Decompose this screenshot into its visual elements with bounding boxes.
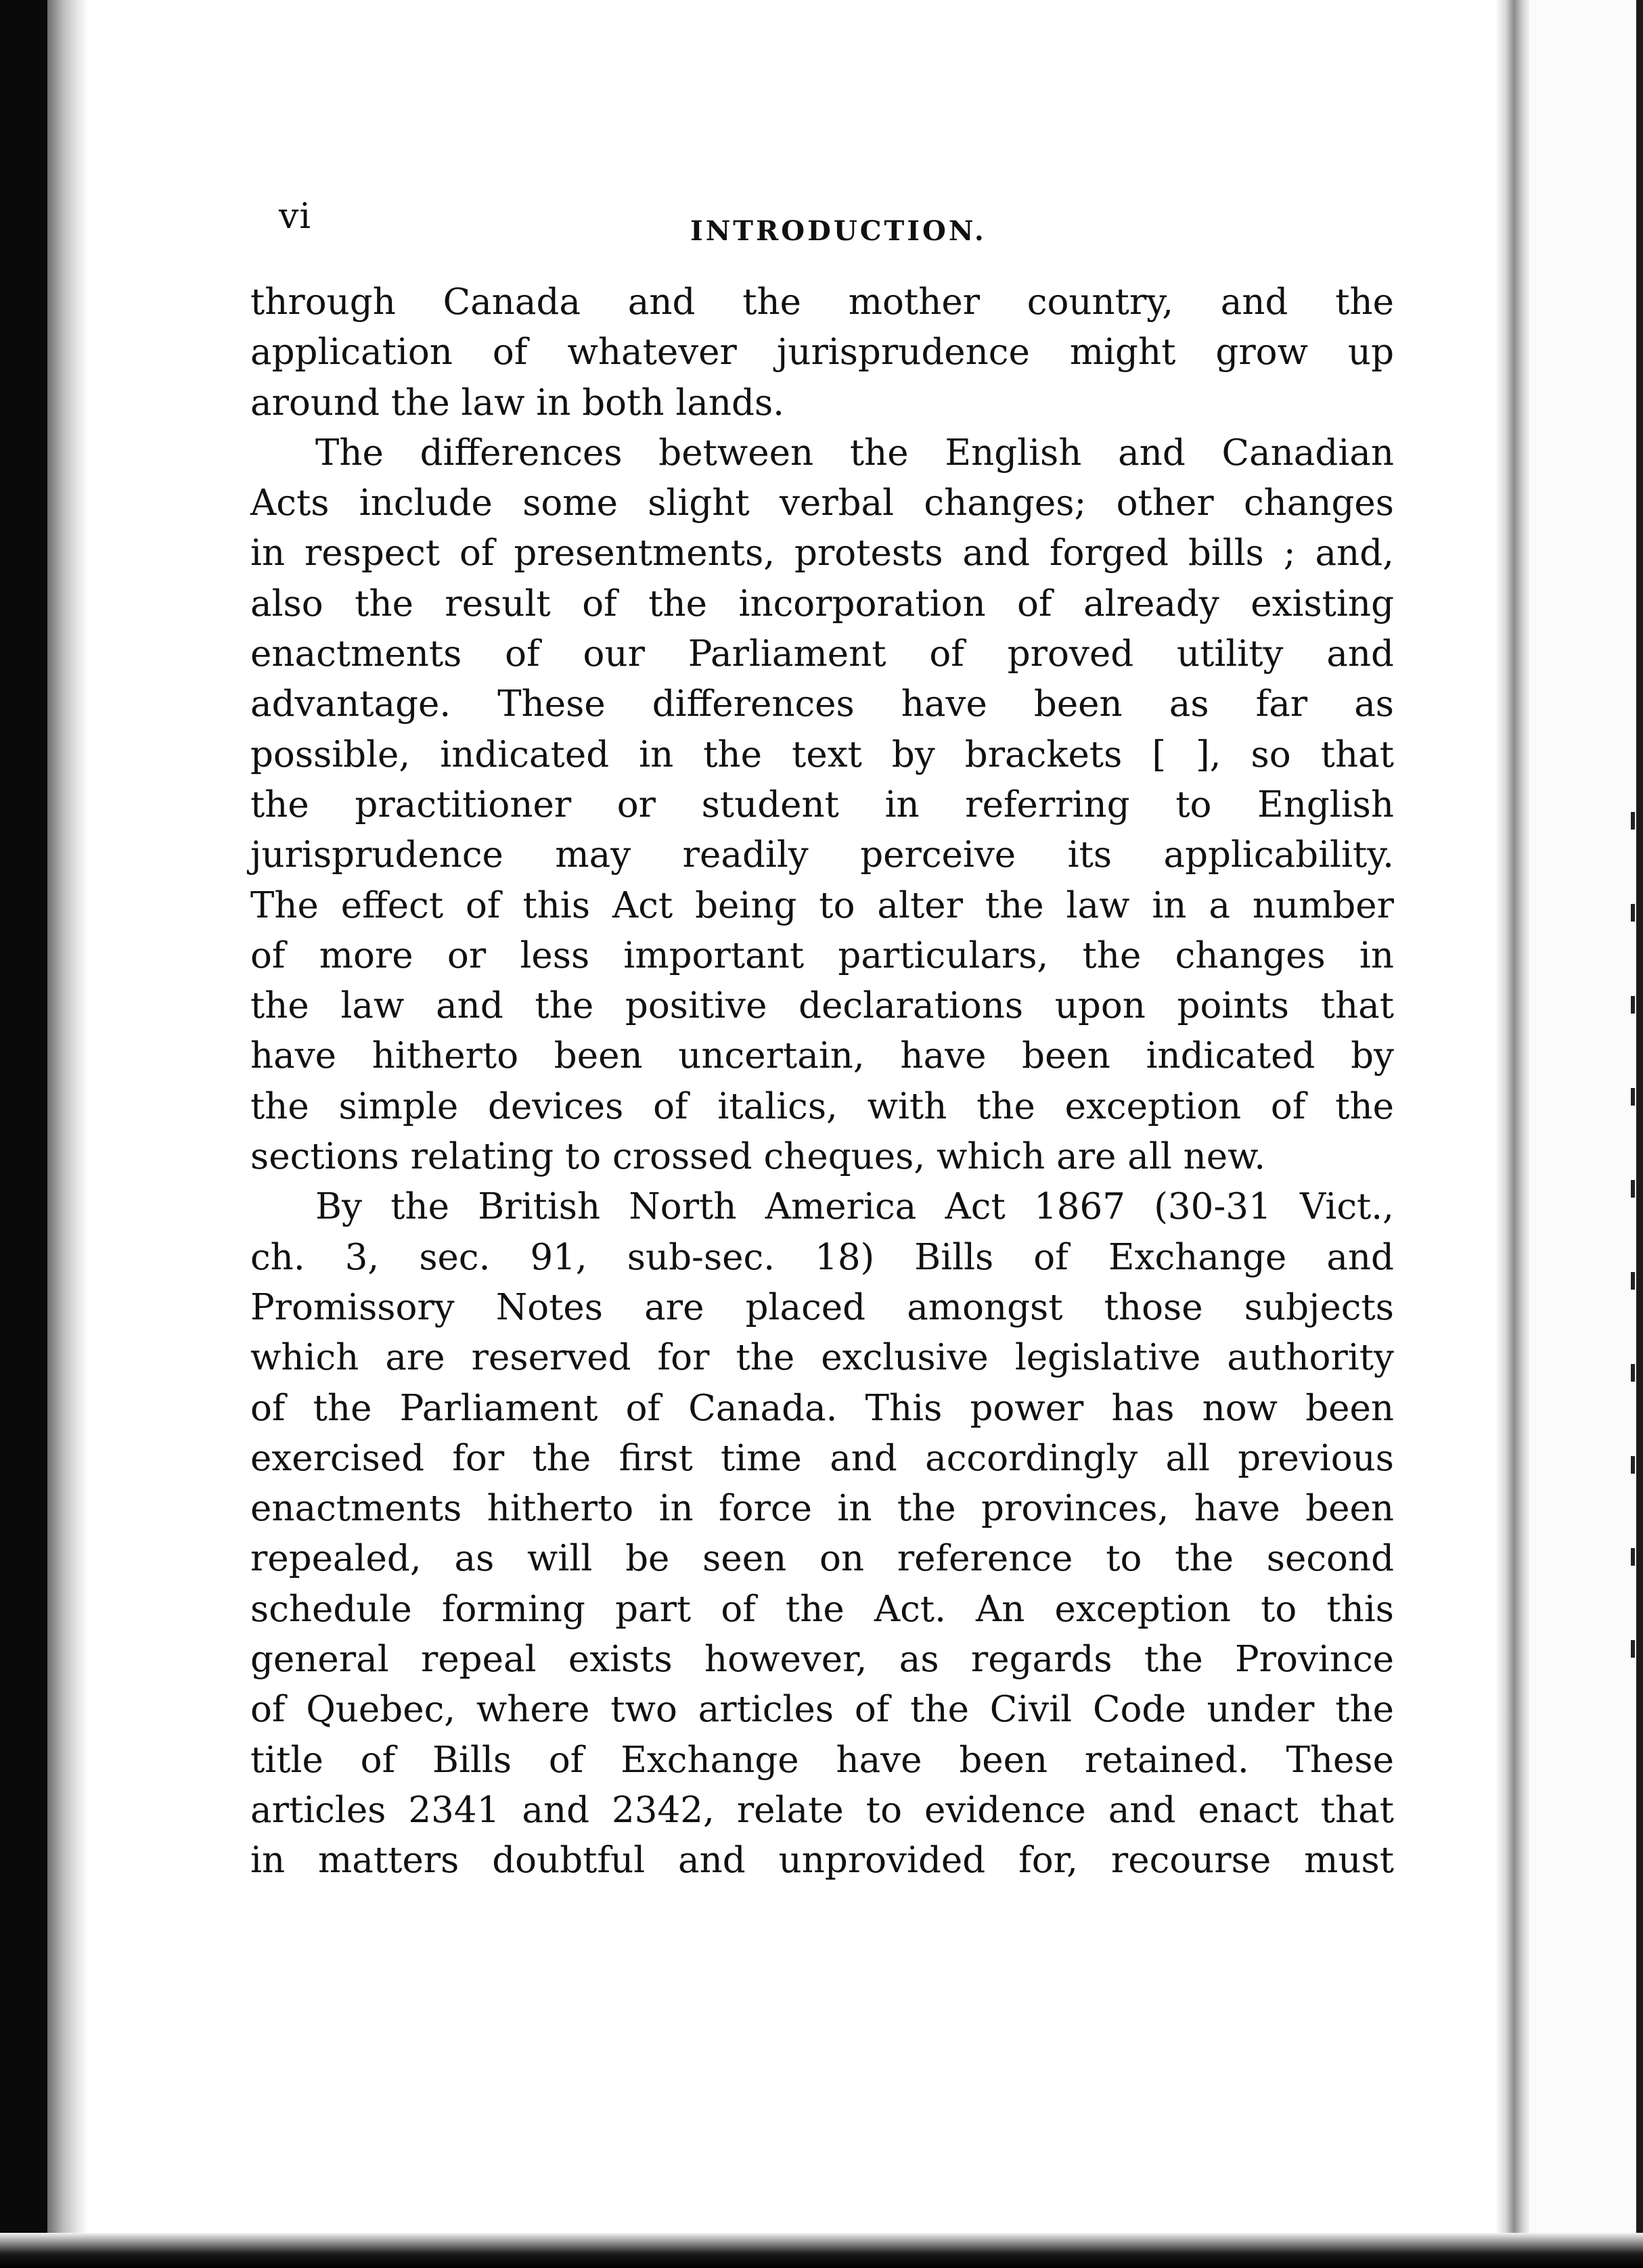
- text-line: which are reserved for the exclusive legislative authority: [250, 1337, 1394, 1379]
- text-line: possible, indicated in the text by brackets [ ], so that: [250, 733, 1394, 775]
- page-mark: [1631, 904, 1635, 922]
- text-line: the practitioner or student in referring to English: [250, 784, 1394, 825]
- adjacent-page-marks: [1631, 812, 1639, 1759]
- text-line: title of Bills of Exchange have been retained. These: [250, 1739, 1394, 1781]
- scan-bottom-border: [0, 2233, 1643, 2268]
- binding-gutter: [1495, 0, 1529, 2268]
- page-mark: [1631, 812, 1635, 830]
- text-line: schedule forming part of the Act. An exception to this: [250, 1588, 1394, 1630]
- text-line: advantage. These differences have been as far as: [250, 683, 1394, 725]
- page-mark: [1631, 1088, 1635, 1106]
- page-mark: [1631, 1548, 1635, 1566]
- page-number: vi: [279, 196, 312, 237]
- page-mark: [1631, 1364, 1635, 1382]
- text-line: sections relating to crossed cheques, which are all new.: [250, 1136, 1266, 1178]
- page-mark: [1631, 1640, 1635, 1658]
- text-line: of the Parliament of Canada. This power has now been: [250, 1387, 1394, 1429]
- text-line: By the British North America Act 1867 (30-31 Vict.,: [315, 1186, 1394, 1228]
- text-line: in respect of presentments, protests and forged bills ; and,: [250, 532, 1394, 574]
- paragraph: [250, 1182, 1394, 1886]
- running-title: INTRODUCTION.: [690, 215, 987, 247]
- text-line: application of whatever jurisprudence might grow up: [250, 332, 1394, 373]
- text-line: jurisprudence may readily perceive its applicability.: [250, 834, 1394, 876]
- text-line: of more or less important particulars, the changes in: [250, 934, 1394, 976]
- text-line: enactments of our Parliament of proved utility and: [250, 633, 1394, 675]
- text-line: The effect of this Act being to alter the law in a number: [250, 884, 1394, 926]
- text-line: repealed, as will be seen on reference to the second: [250, 1538, 1394, 1580]
- text-line: Promissory Notes are placed amongst those subjects: [250, 1286, 1394, 1328]
- text-line: Acts include some slight verbal changes; other changes: [250, 482, 1394, 524]
- text-line: The differences between the English and Canadian: [315, 432, 1394, 474]
- page-mark: [1631, 1272, 1635, 1290]
- text-line: also the result of the incorporation of already existing: [250, 583, 1394, 625]
- text-line: general repeal exists however, as regards the Province: [250, 1639, 1394, 1681]
- text-line: the simple devices of italics, with the exception of the: [250, 1085, 1394, 1127]
- page-mark: [1631, 1180, 1635, 1198]
- text-line: through Canada and the mother country, and the: [250, 281, 1394, 323]
- paragraph: [250, 428, 1394, 1182]
- text-line: ch. 3, sec. 91, sub-sec. 18) Bills of Exchange and: [250, 1236, 1394, 1278]
- adjacent-page-edge: [1529, 0, 1643, 2268]
- text-line: enactments hitherto in force in the provinces, have been: [250, 1488, 1394, 1530]
- text-line: articles 2341 and 2342, relate to evidence and enact that: [250, 1789, 1394, 1831]
- text-line: of Quebec, where two articles of the Civil Code under the: [250, 1689, 1394, 1731]
- page-mark: [1631, 996, 1635, 1014]
- page-mark: [1631, 1456, 1635, 1474]
- text-line: in matters doubtful and unprovided for, recourse must: [250, 1840, 1394, 1882]
- body-text: [250, 277, 1394, 1886]
- text-line: exercised for the first time and accordingly all previous: [250, 1437, 1394, 1479]
- text-line: the law and the positive declarations upon points that: [250, 985, 1394, 1027]
- scan-left-border: [0, 0, 47, 2268]
- paragraph: [250, 277, 1394, 428]
- scan-left-shadow: [47, 0, 88, 2268]
- text-line: have hitherto been uncertain, have been indicated by: [250, 1035, 1394, 1077]
- text-line: around the law in both lands.: [250, 382, 784, 424]
